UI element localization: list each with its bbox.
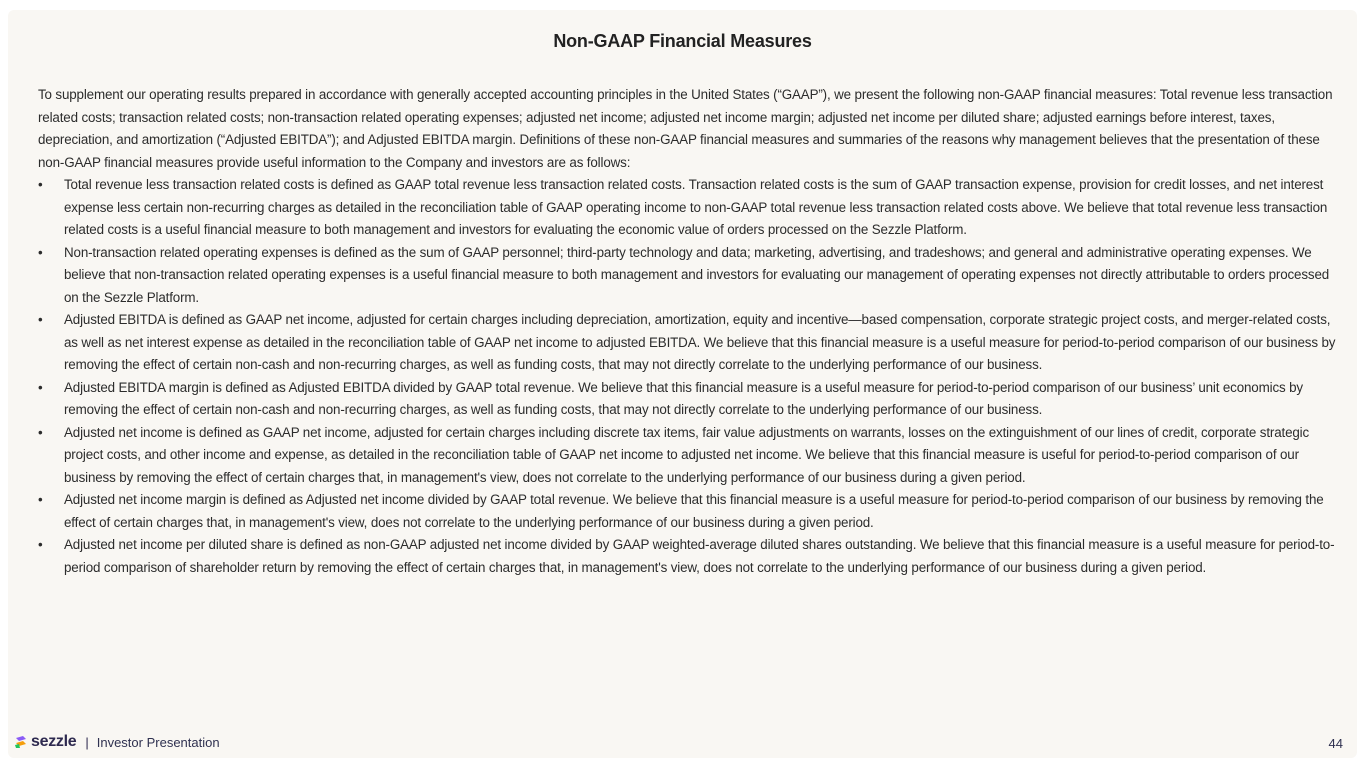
brand-name: sezzle bbox=[31, 733, 77, 750]
list-item bbox=[38, 377, 1336, 422]
list-item bbox=[38, 489, 1336, 534]
list-item-text: Adjusted net income is defined as GAAP net income, adjusted for certain charges including discrete tax items, fair value adjustments on warrants, losses on the extinguishment of our lines of credit, corporate strategic project costs, and other income and expense, as detailed in the reconciliation table of GAAP net income to adjusted net income. We believe that this financial measure is useful for period-to-period comparison of our business by removing the effect of certain charges that, in management's view, does not correlate to the underlying performance of our business during a given period. bbox=[64, 424, 1310, 485]
bullet-icon: • bbox=[38, 312, 43, 327]
bullet-icon: • bbox=[38, 177, 43, 192]
definitions-list bbox=[38, 174, 1336, 579]
bullet-icon: • bbox=[38, 244, 43, 260]
page-number: 44 bbox=[1328, 736, 1343, 751]
bullet-icon: • bbox=[38, 492, 43, 507]
list-item-text: Non-transaction related operating expenses is defined as the sum of GAAP personnel; third-party technology and data; marketing, advertising, and tradeshows; and general and administrative operating expenses. We believe that non-transaction related operating expenses is a useful financial measure to both management and investors for evaluating our management of operating expenses not directly attributable to orders processed on the Sezzle Platform. bbox=[64, 244, 1330, 305]
slide-body bbox=[38, 84, 1336, 579]
footer bbox=[14, 732, 220, 752]
footer-separator: | bbox=[85, 734, 89, 750]
list-item bbox=[38, 534, 1336, 579]
list-item bbox=[38, 174, 1336, 242]
list-item-text: Adjusted EBITDA margin is defined as Adjusted EBITDA divided by GAAP total revenue. We believe that this financial measure is a useful measure for period-to-period comparison of our business’ unit economics by removing the effect of certain non-cash and non-recurring charges, as well as funding costs, that may not directly correlate to the underlying performance of our business. bbox=[64, 379, 1303, 417]
sezzle-logo-icon bbox=[14, 735, 28, 749]
list-item bbox=[38, 242, 1336, 310]
list-item bbox=[38, 309, 1336, 377]
list-item bbox=[38, 422, 1336, 490]
list-item-text: Total revenue less transaction related costs is defined as GAAP total revenue less transaction related costs. Transaction related costs is the sum of GAAP transaction expense, provision for credit losses, and net interest expense less certain non-recurring charges as detailed in the reconciliation table of GAAP operating income to non-GAAP total revenue less transaction related costs above. We believe that total revenue less transaction related costs is a useful financial measure to both management and investors for evaluating the economic value of orders processed on the Sezzle Platform. bbox=[64, 177, 1328, 237]
intro-paragraph: To supplement our operating results prepared in accordance with generally accepted accounting principles in the United States (“GAAP”), we present the following non-GAAP financial measures: Total revenue less transaction related costs; transaction related costs; non-transaction related operating expenses; adjusted net income; adjusted net income margin; adjusted net income per diluted share; adjusted earnings before interest, taxes, depreciation, and amortization (“Adjusted EBITDA”); and Adjusted EBITDA margin. Definitions of these non-GAAP financial measures and summaries of the reasons why management believes that the presentation of these non-GAAP financial measures provide useful information to the Company and investors are as follows: bbox=[38, 87, 1333, 170]
slide-title: Non-GAAP Financial Measures bbox=[553, 31, 812, 51]
bullet-icon: • bbox=[38, 537, 43, 552]
list-item-text: Adjusted EBITDA is defined as GAAP net income, adjusted for certain charges including depreciation, amortization, equity and incentive—based compensation, corporate strategic project costs, and merger-related costs, as well as net interest expense as detailed in the reconciliation table of GAAP net income to adjusted EBITDA. We believe that this financial measure is a useful measure for period-to-period comparison of our business by removing the effect of certain non-cash and non-recurring charges, as well as funding costs, that may not directly correlate to the underlying performance of our business. bbox=[64, 312, 1336, 372]
list-item-text: Adjusted net income margin is defined as Adjusted net income divided by GAAP total revenue. We believe that this financial measure is a useful measure for period-to-period comparison of our business by removing the effect of certain charges that, in management's view, does not correlate to the underlying performance of our business during a given period. bbox=[64, 492, 1324, 530]
slide bbox=[8, 10, 1357, 758]
footer-label: Investor Presentation bbox=[96, 734, 220, 750]
bullet-icon: • bbox=[38, 424, 43, 440]
list-item-text: Adjusted net income per diluted share is defined as non-GAAP adjusted net income divided by GAAP weighted-average diluted shares outstanding. We believe that this financial measure is a useful measure for period-to-period comparison of shareholder return by removing the effect of certain charges that, in management's view, does not correlate to the underlying performance of our business during a given period. bbox=[64, 537, 1335, 575]
bullet-icon: • bbox=[38, 379, 43, 395]
